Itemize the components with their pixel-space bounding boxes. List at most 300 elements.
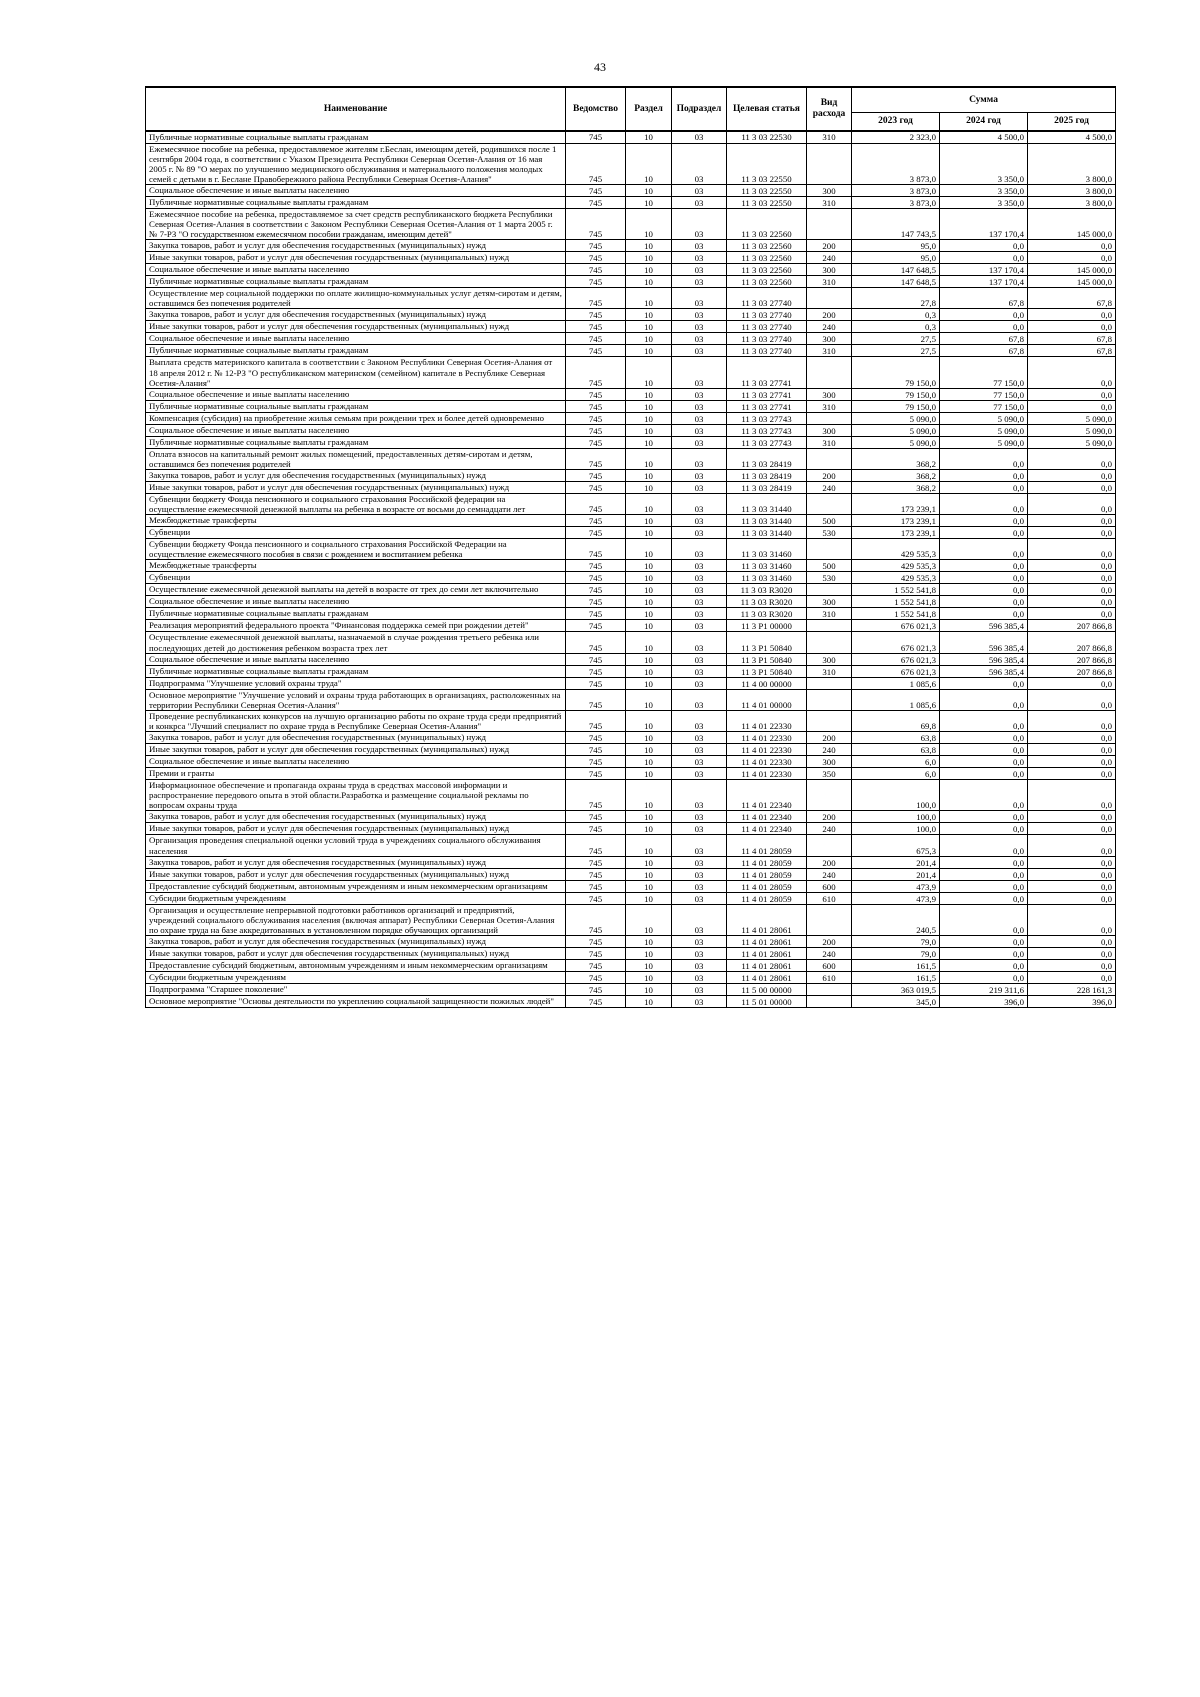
cell-subsection: 03 — [672, 400, 727, 412]
cell-target-article: 11 3 03 27740 — [727, 345, 807, 357]
cell-sum-2025: 145 000,0 — [1028, 264, 1116, 276]
cell-department: 745 — [566, 632, 626, 653]
cell-subsection: 03 — [672, 276, 727, 288]
cell-department: 745 — [566, 333, 626, 345]
cell-target-article: 11 4 01 28061 — [727, 936, 807, 948]
cell-expense-type — [807, 288, 852, 309]
cell-sum-2025: 0,0 — [1028, 835, 1116, 856]
cell-name: Субвенции бюджету Фонда пенсионного и социального страхования Российской Федерации на осуществление ежемесячного пособия в связи с рождением и воспитанием ребенка — [146, 539, 566, 560]
cell-subsection: 03 — [672, 494, 727, 515]
cell-section: 10 — [626, 357, 672, 388]
cell-sum-2023: 27,5 — [852, 333, 940, 345]
cell-sum-2025: 3 800,0 — [1028, 184, 1116, 196]
cell-department: 745 — [566, 482, 626, 494]
cell-subsection: 03 — [672, 960, 727, 972]
header-name: Наименование — [146, 87, 566, 131]
cell-section: 10 — [626, 710, 672, 731]
cell-name: Реализация мероприятий федерального проекта "Финансовая поддержка семей при рождении детей" — [146, 620, 566, 632]
cell-expense-type — [807, 632, 852, 653]
cell-sum-2024: 5 090,0 — [940, 412, 1028, 424]
cell-sum-2024: 4 500,0 — [940, 131, 1028, 143]
cell-expense-type: 240 — [807, 744, 852, 756]
cell-expense-type: 300 — [807, 596, 852, 608]
cell-department: 745 — [566, 448, 626, 469]
cell-subsection: 03 — [672, 208, 727, 239]
table-row — [146, 960, 1116, 972]
table-row — [146, 984, 1116, 996]
cell-subsection: 03 — [672, 732, 727, 744]
cell-name: Межбюджетные трансферты — [146, 560, 566, 572]
cell-section: 10 — [626, 333, 672, 345]
cell-target-article: 11 3 03 22560 — [727, 264, 807, 276]
table-row — [146, 143, 1116, 184]
cell-department: 745 — [566, 936, 626, 948]
cell-sum-2025: 207 866,8 — [1028, 632, 1116, 653]
cell-section: 10 — [626, 996, 672, 1008]
cell-department: 745 — [566, 527, 626, 539]
cell-section: 10 — [626, 539, 672, 560]
cell-name: Оплата взносов на капитальный ремонт жилых помещений, предоставленных детям-сиротам и детям, оставшимся без попечения родителей — [146, 448, 566, 469]
cell-section: 10 — [626, 560, 672, 572]
cell-expense-type: 300 — [807, 388, 852, 400]
cell-name: Социальное обеспечение и иные выплаты населению — [146, 333, 566, 345]
cell-expense-type: 310 — [807, 131, 852, 143]
cell-expense-type: 310 — [807, 608, 852, 620]
cell-subsection: 03 — [672, 424, 727, 436]
cell-subsection: 03 — [672, 264, 727, 276]
cell-expense-type: 240 — [807, 252, 852, 264]
cell-sum-2025: 0,0 — [1028, 388, 1116, 400]
cell-department: 745 — [566, 388, 626, 400]
table-row — [146, 780, 1116, 811]
cell-sum-2023: 675,3 — [852, 835, 940, 856]
cell-sum-2025: 0,0 — [1028, 240, 1116, 252]
cell-expense-type: 240 — [807, 823, 852, 835]
cell-name: Выплата средств материнского капитала в соответствии с Законом Республики Северная Осетия-Алания от 18 апреля 2012 г. № 12-РЗ "О республиканском материнском (семейном) капитале в Республике Северная Осетия-Алания" — [146, 357, 566, 388]
cell-target-article: 11 4 01 22330 — [727, 732, 807, 744]
table-row — [146, 972, 1116, 984]
cell-sum-2025: 0,0 — [1028, 780, 1116, 811]
cell-expense-type: 300 — [807, 653, 852, 665]
cell-section: 10 — [626, 482, 672, 494]
cell-subsection: 03 — [672, 653, 727, 665]
cell-target-article: 11 4 01 22330 — [727, 756, 807, 768]
table-row — [146, 948, 1116, 960]
cell-sum-2025: 4 500,0 — [1028, 131, 1116, 143]
cell-department: 745 — [566, 823, 626, 835]
budget-table — [145, 86, 1116, 1008]
cell-name: Публичные нормативные социальные выплаты гражданам — [146, 276, 566, 288]
cell-name: Информационное обеспечение и пропаганда охраны труда в средствах массовой информации и распространение передового опыта в этой области.Разработка и размещение социальной рекламы по вопросам охраны труда — [146, 780, 566, 811]
cell-department: 745 — [566, 252, 626, 264]
cell-expense-type — [807, 584, 852, 596]
cell-section: 10 — [626, 436, 672, 448]
cell-sum-2025: 145 000,0 — [1028, 208, 1116, 239]
cell-target-article: 11 4 01 22330 — [727, 744, 807, 756]
cell-name: Основное мероприятие "Основы деятельности по укреплению социальной защищенности пожилых людей" — [146, 996, 566, 1008]
cell-expense-type — [807, 689, 852, 710]
cell-sum-2025: 207 866,8 — [1028, 665, 1116, 677]
table-row — [146, 345, 1116, 357]
cell-name: Социальное обеспечение и иные выплаты населению — [146, 264, 566, 276]
cell-target-article: 11 3 P1 50840 — [727, 653, 807, 665]
cell-subsection: 03 — [672, 620, 727, 632]
cell-subsection: 03 — [672, 184, 727, 196]
cell-sum-2025: 0,0 — [1028, 539, 1116, 560]
cell-sum-2024: 596 385,4 — [940, 620, 1028, 632]
cell-sum-2025: 0,0 — [1028, 744, 1116, 756]
cell-name: Закупка товаров, работ и услуг для обеспечения государственных (муниципальных) нужд — [146, 470, 566, 482]
cell-department: 745 — [566, 309, 626, 321]
table-row — [146, 904, 1116, 935]
cell-sum-2023: 100,0 — [852, 780, 940, 811]
cell-sum-2024: 0,0 — [940, 596, 1028, 608]
cell-expense-type — [807, 357, 852, 388]
cell-sum-2023: 3 873,0 — [852, 184, 940, 196]
cell-target-article: 11 3 03 27743 — [727, 436, 807, 448]
cell-name: Закупка товаров, работ и услуг для обеспечения государственных (муниципальных) нужд — [146, 240, 566, 252]
cell-name: Социальное обеспечение и иные выплаты населению — [146, 756, 566, 768]
cell-name: Социальное обеспечение и иные выплаты населению — [146, 596, 566, 608]
table-row — [146, 436, 1116, 448]
cell-sum-2025: 145 000,0 — [1028, 276, 1116, 288]
cell-sum-2025: 0,0 — [1028, 527, 1116, 539]
cell-sum-2024: 0,0 — [940, 948, 1028, 960]
cell-sum-2024: 219 311,6 — [940, 984, 1028, 996]
cell-target-article: 11 3 03 R3020 — [727, 584, 807, 596]
cell-sum-2024: 596 385,4 — [940, 632, 1028, 653]
cell-sum-2023: 6,0 — [852, 756, 940, 768]
cell-department: 745 — [566, 868, 626, 880]
cell-target-article: 11 3 P1 50840 — [727, 665, 807, 677]
table-row — [146, 264, 1116, 276]
cell-sum-2024: 67,8 — [940, 333, 1028, 345]
cell-target-article: 11 3 03 22560 — [727, 276, 807, 288]
cell-expense-type: 310 — [807, 665, 852, 677]
cell-sum-2025: 5 090,0 — [1028, 436, 1116, 448]
cell-section: 10 — [626, 448, 672, 469]
table-row — [146, 240, 1116, 252]
cell-subsection: 03 — [672, 710, 727, 731]
cell-sum-2025: 228 161,3 — [1028, 984, 1116, 996]
cell-target-article: 11 4 01 28059 — [727, 856, 807, 868]
cell-department: 745 — [566, 689, 626, 710]
header-section: Раздел — [626, 87, 672, 131]
cell-name: Компенсация (субсидия) на приобретение жилья семьям при рождении трех и более детей одновременно — [146, 412, 566, 424]
cell-subsection: 03 — [672, 744, 727, 756]
cell-name: Организация и осуществление непрерывной подготовки работников организаций и предприятий, учреждений социального обслуживания населения (включая аппарат) Республики Северная Осетия-Алания по охране труда на базе аккредитованных в установленном порядке обучающих организаций — [146, 904, 566, 935]
cell-expense-type: 200 — [807, 856, 852, 868]
cell-sum-2025: 0,0 — [1028, 677, 1116, 689]
cell-name: Предоставление субсидий бюджетным, автономным учреждениям и иным некоммерческим организациям — [146, 960, 566, 972]
cell-sum-2025: 0,0 — [1028, 972, 1116, 984]
cell-sum-2023: 5 090,0 — [852, 412, 940, 424]
cell-subsection: 03 — [672, 936, 727, 948]
cell-sum-2025: 0,0 — [1028, 494, 1116, 515]
cell-subsection: 03 — [672, 196, 727, 208]
table-row — [146, 412, 1116, 424]
cell-sum-2024: 0,0 — [940, 448, 1028, 469]
cell-sum-2023: 147 648,5 — [852, 264, 940, 276]
cell-sum-2023: 5 090,0 — [852, 424, 940, 436]
cell-subsection: 03 — [672, 768, 727, 780]
cell-sum-2025: 207 866,8 — [1028, 620, 1116, 632]
cell-subsection: 03 — [672, 527, 727, 539]
cell-department: 745 — [566, 357, 626, 388]
cell-subsection: 03 — [672, 811, 727, 823]
cell-sum-2024: 77 150,0 — [940, 388, 1028, 400]
cell-sum-2024: 0,0 — [940, 960, 1028, 972]
cell-sum-2025: 0,0 — [1028, 252, 1116, 264]
cell-target-article: 11 3 03 28419 — [727, 470, 807, 482]
cell-target-article: 11 3 03 31460 — [727, 539, 807, 560]
cell-section: 10 — [626, 184, 672, 196]
cell-section: 10 — [626, 653, 672, 665]
cell-sum-2023: 473,9 — [852, 892, 940, 904]
table-row — [146, 632, 1116, 653]
cell-name: Закупка товаров, работ и услуг для обеспечения государственных (муниципальных) нужд — [146, 309, 566, 321]
cell-expense-type: 310 — [807, 345, 852, 357]
table-row — [146, 608, 1116, 620]
cell-expense-type — [807, 539, 852, 560]
table-row — [146, 494, 1116, 515]
cell-sum-2023: 201,4 — [852, 856, 940, 868]
cell-expense-type: 200 — [807, 732, 852, 744]
cell-department: 745 — [566, 780, 626, 811]
cell-sum-2024: 0,0 — [940, 252, 1028, 264]
cell-department: 745 — [566, 412, 626, 424]
cell-sum-2023: 5 090,0 — [852, 436, 940, 448]
cell-subsection: 03 — [672, 823, 727, 835]
cell-expense-type — [807, 620, 852, 632]
cell-section: 10 — [626, 240, 672, 252]
table-row — [146, 309, 1116, 321]
cell-section: 10 — [626, 689, 672, 710]
cell-sum-2023: 1 085,6 — [852, 689, 940, 710]
cell-subsection: 03 — [672, 996, 727, 1008]
cell-target-article: 11 4 01 22340 — [727, 823, 807, 835]
cell-sum-2024: 596 385,4 — [940, 653, 1028, 665]
cell-sum-2024: 0,0 — [940, 608, 1028, 620]
cell-department: 745 — [566, 653, 626, 665]
cell-sum-2023: 1 552 541,8 — [852, 608, 940, 620]
cell-subsection: 03 — [672, 560, 727, 572]
table-row — [146, 400, 1116, 412]
cell-sum-2024: 67,8 — [940, 288, 1028, 309]
cell-name: Иные закупки товаров, работ и услуг для обеспечения государственных (муниципальных) нужд — [146, 744, 566, 756]
cell-department: 745 — [566, 948, 626, 960]
header-target-article: Целевая статья — [727, 87, 807, 131]
cell-name: Ежемесячное пособие на ребенка, предоставляемое жителям г.Беслан, имеющим детей, родившихся после 1 сентября 2004 года, в соответствии с Указом Президента Республики Северная Осетия-Алания от 16 мая 2005 г. № 89 "О мерах по улучшению медицинского обслуживания и материального положения молодых семей с детьми в г. Беслане Правобережного района Республики Северная Осетия-Алания" — [146, 143, 566, 184]
cell-expense-type: 530 — [807, 527, 852, 539]
cell-section: 10 — [626, 823, 672, 835]
cell-name: Иные закупки товаров, работ и услуг для обеспечения государственных (муниципальных) нужд — [146, 948, 566, 960]
cell-expense-type: 200 — [807, 309, 852, 321]
cell-sum-2024: 0,0 — [940, 677, 1028, 689]
cell-target-article: 11 4 01 00000 — [727, 689, 807, 710]
cell-sum-2025: 5 090,0 — [1028, 412, 1116, 424]
cell-sum-2025: 207 866,8 — [1028, 653, 1116, 665]
cell-target-article: 11 4 01 28061 — [727, 960, 807, 972]
cell-sum-2024: 3 350,0 — [940, 143, 1028, 184]
cell-department: 745 — [566, 264, 626, 276]
cell-sum-2024: 0,0 — [940, 494, 1028, 515]
cell-sum-2025: 0,0 — [1028, 756, 1116, 768]
cell-section: 10 — [626, 424, 672, 436]
cell-sum-2025: 67,8 — [1028, 288, 1116, 309]
table-row — [146, 288, 1116, 309]
cell-sum-2023: 676 021,3 — [852, 632, 940, 653]
cell-target-article: 11 3 03 22530 — [727, 131, 807, 143]
cell-subsection: 03 — [672, 448, 727, 469]
cell-expense-type — [807, 996, 852, 1008]
cell-sum-2024: 396,0 — [940, 996, 1028, 1008]
cell-name: Публичные нормативные социальные выплаты гражданам — [146, 436, 566, 448]
cell-sum-2023: 173 239,1 — [852, 515, 940, 527]
cell-name: Публичные нормативные социальные выплаты гражданам — [146, 345, 566, 357]
cell-sum-2024: 0,0 — [940, 904, 1028, 935]
cell-section: 10 — [626, 515, 672, 527]
cell-section: 10 — [626, 345, 672, 357]
cell-department: 745 — [566, 996, 626, 1008]
cell-sum-2025: 0,0 — [1028, 811, 1116, 823]
cell-expense-type — [807, 780, 852, 811]
cell-subsection: 03 — [672, 780, 727, 811]
cell-department: 745 — [566, 288, 626, 309]
cell-subsection: 03 — [672, 333, 727, 345]
cell-expense-type — [807, 448, 852, 469]
cell-sum-2024: 0,0 — [940, 744, 1028, 756]
cell-section: 10 — [626, 780, 672, 811]
table-row — [146, 539, 1116, 560]
cell-subsection: 03 — [672, 756, 727, 768]
cell-name: Основное мероприятие "Улучшение условий и охраны труда работающих в организациях, расположенных на территории Республики Северная Осетия-Алания" — [146, 689, 566, 710]
cell-subsection: 03 — [672, 252, 727, 264]
cell-subsection: 03 — [672, 856, 727, 868]
cell-target-article: 11 4 01 28061 — [727, 948, 807, 960]
cell-sum-2023: 161,5 — [852, 960, 940, 972]
cell-sum-2024: 5 090,0 — [940, 436, 1028, 448]
cell-section: 10 — [626, 756, 672, 768]
cell-department: 745 — [566, 856, 626, 868]
cell-sum-2023: 368,2 — [852, 448, 940, 469]
cell-sum-2025: 0,0 — [1028, 732, 1116, 744]
cell-sum-2024: 0,0 — [940, 835, 1028, 856]
cell-name: Иные закупки товаров, работ и услуг для обеспечения государственных (муниципальных) нужд — [146, 482, 566, 494]
cell-expense-type: 200 — [807, 811, 852, 823]
cell-target-article: 11 3 03 27740 — [727, 309, 807, 321]
cell-expense-type: 200 — [807, 936, 852, 948]
cell-target-article: 11 3 03 31460 — [727, 572, 807, 584]
header-year-2024: 2024 год — [940, 113, 1028, 132]
cell-target-article: 11 5 00 00000 — [727, 984, 807, 996]
cell-sum-2023: 79 150,0 — [852, 357, 940, 388]
cell-department: 745 — [566, 494, 626, 515]
cell-sum-2024: 0,0 — [940, 240, 1028, 252]
cell-section: 10 — [626, 276, 672, 288]
cell-target-article: 11 3 03 31440 — [727, 527, 807, 539]
cell-sum-2023: 100,0 — [852, 811, 940, 823]
cell-sum-2023: 2 323,0 — [852, 131, 940, 143]
cell-name: Иные закупки товаров, работ и услуг для обеспечения государственных (муниципальных) нужд — [146, 321, 566, 333]
cell-sum-2024: 0,0 — [940, 689, 1028, 710]
cell-sum-2024: 5 090,0 — [940, 424, 1028, 436]
cell-department: 745 — [566, 835, 626, 856]
table-row — [146, 996, 1116, 1008]
cell-target-article: 11 3 03 22560 — [727, 252, 807, 264]
cell-expense-type: 350 — [807, 768, 852, 780]
cell-subsection: 03 — [672, 880, 727, 892]
cell-expense-type: 240 — [807, 321, 852, 333]
cell-target-article: 11 3 03 27740 — [727, 333, 807, 345]
cell-sum-2024: 0,0 — [940, 880, 1028, 892]
cell-sum-2024: 137 170,4 — [940, 276, 1028, 288]
cell-sum-2023: 147 743,5 — [852, 208, 940, 239]
cell-sum-2025: 0,0 — [1028, 904, 1116, 935]
cell-section: 10 — [626, 252, 672, 264]
cell-sum-2024: 0,0 — [940, 768, 1028, 780]
cell-section: 10 — [626, 596, 672, 608]
cell-expense-type: 610 — [807, 892, 852, 904]
cell-expense-type — [807, 904, 852, 935]
cell-section: 10 — [626, 960, 672, 972]
cell-sum-2023: 173 239,1 — [852, 494, 940, 515]
cell-expense-type — [807, 143, 852, 184]
cell-section: 10 — [626, 608, 672, 620]
cell-name: Иные закупки товаров, работ и услуг для обеспечения государственных (муниципальных) нужд — [146, 252, 566, 264]
cell-sum-2025: 0,0 — [1028, 960, 1116, 972]
table-row — [146, 184, 1116, 196]
cell-sum-2024: 3 350,0 — [940, 196, 1028, 208]
cell-expense-type: 610 — [807, 972, 852, 984]
cell-sum-2023: 63,8 — [852, 732, 940, 744]
cell-sum-2025: 0,0 — [1028, 948, 1116, 960]
cell-expense-type: 240 — [807, 482, 852, 494]
cell-expense-type: 310 — [807, 196, 852, 208]
cell-sum-2023: 429 535,3 — [852, 572, 940, 584]
cell-department: 745 — [566, 515, 626, 527]
cell-sum-2025: 0,0 — [1028, 689, 1116, 710]
cell-target-article: 11 4 01 28059 — [727, 835, 807, 856]
cell-name: Предоставление субсидий бюджетным, автономным учреждениям и иным некоммерческим организациям — [146, 880, 566, 892]
table-row — [146, 596, 1116, 608]
table-row — [146, 744, 1116, 756]
cell-sum-2025: 0,0 — [1028, 448, 1116, 469]
cell-subsection: 03 — [672, 388, 727, 400]
cell-expense-type: 500 — [807, 515, 852, 527]
cell-section: 10 — [626, 665, 672, 677]
table-row — [146, 892, 1116, 904]
cell-section: 10 — [626, 196, 672, 208]
cell-sum-2024: 0,0 — [940, 482, 1028, 494]
cell-section: 10 — [626, 400, 672, 412]
cell-expense-type — [807, 677, 852, 689]
cell-section: 10 — [626, 584, 672, 596]
table-row — [146, 856, 1116, 868]
cell-sum-2024: 0,0 — [940, 470, 1028, 482]
cell-department: 745 — [566, 972, 626, 984]
cell-sum-2023: 147 648,5 — [852, 276, 940, 288]
cell-name: Осуществление ежемесячной денежной выплаты, назначаемой в случае рождения третьего ребенка или последующих детей до достижения ребенком возраста трех лет — [146, 632, 566, 653]
cell-sum-2023: 95,0 — [852, 240, 940, 252]
cell-name: Межбюджетные трансферты — [146, 515, 566, 527]
cell-target-article: 11 3 03 22560 — [727, 240, 807, 252]
cell-department: 745 — [566, 710, 626, 731]
header-expense-type: Вид расхода — [807, 87, 852, 131]
cell-subsection: 03 — [672, 868, 727, 880]
cell-sum-2025: 396,0 — [1028, 996, 1116, 1008]
cell-name: Субсидии бюджетным учреждениям — [146, 892, 566, 904]
